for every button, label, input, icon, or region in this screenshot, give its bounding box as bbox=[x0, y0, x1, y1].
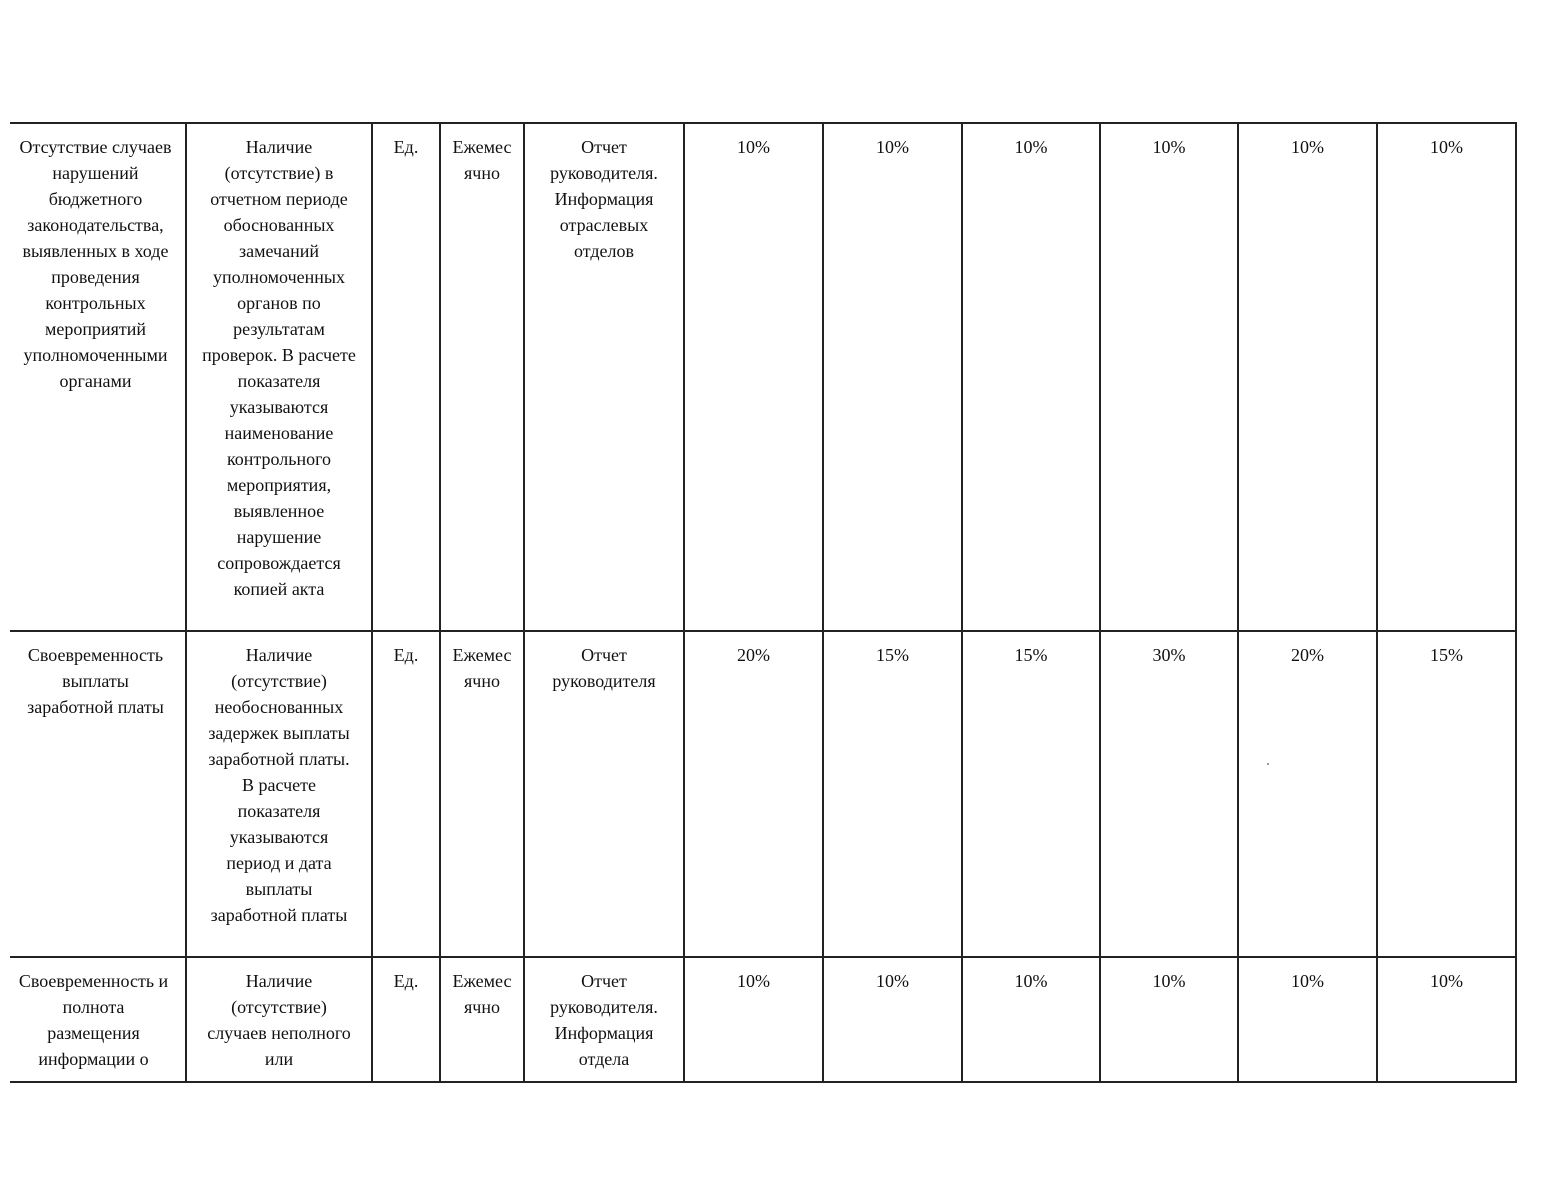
value-cell bbox=[684, 123, 823, 631]
description-cell bbox=[186, 123, 372, 631]
source-cell bbox=[524, 631, 684, 957]
value-cell bbox=[1100, 123, 1238, 631]
frequency: Ежемес ячно bbox=[452, 645, 512, 691]
value-cell bbox=[1100, 631, 1238, 957]
value: 15% bbox=[1014, 645, 1048, 665]
value: 10% bbox=[1152, 137, 1186, 157]
table-row bbox=[10, 631, 1516, 957]
value: 30% bbox=[1152, 645, 1186, 665]
value-cell bbox=[1377, 957, 1516, 1082]
scan-speck bbox=[1267, 763, 1269, 765]
source: Отчет руководителя. Информация отдела bbox=[550, 971, 658, 1069]
unit: Ед. bbox=[393, 137, 419, 157]
table-row bbox=[10, 123, 1516, 631]
value: 15% bbox=[1430, 645, 1463, 665]
value: 15% bbox=[876, 645, 909, 665]
unit: Ед. bbox=[393, 645, 419, 665]
unit-cell bbox=[372, 631, 440, 957]
indicator-name-cell bbox=[10, 631, 186, 957]
value: 10% bbox=[737, 137, 770, 157]
frequency-cell bbox=[440, 957, 524, 1082]
indicator-description: Наличие (отсутствие) необоснованных задержек выплаты заработной платы. В расчете показателя указываются период и дата выплаты заработной платы bbox=[208, 645, 350, 925]
value: 10% bbox=[737, 971, 770, 991]
indicator-name-cell bbox=[10, 957, 186, 1082]
description-cell bbox=[186, 957, 372, 1082]
value-cell bbox=[962, 123, 1100, 631]
value: 10% bbox=[1430, 971, 1463, 991]
value: 10% bbox=[876, 971, 909, 991]
indicator-name-cell bbox=[10, 123, 186, 631]
value-cell bbox=[823, 123, 962, 631]
indicator-name: Своевременность и полнота размещения информации о bbox=[18, 971, 169, 1069]
value-cell bbox=[1377, 631, 1516, 957]
value-cell bbox=[962, 631, 1100, 957]
value-cell bbox=[1100, 957, 1238, 1082]
value: 10% bbox=[1014, 137, 1048, 157]
value-cell bbox=[823, 957, 962, 1082]
indicators-table bbox=[10, 122, 1517, 1083]
value: 10% bbox=[876, 137, 909, 157]
description-cell bbox=[186, 631, 372, 957]
source-cell bbox=[524, 123, 684, 631]
source: Отчет руководителя bbox=[552, 645, 656, 691]
frequency-cell bbox=[440, 123, 524, 631]
indicator-name: Отсутствие случаев нарушений бюджетного законодательства, выявленных в ходе проведения контрольных мероприятий уполномоченными органами bbox=[19, 137, 172, 391]
value: 10% bbox=[1152, 971, 1186, 991]
value: 10% bbox=[1430, 137, 1463, 157]
frequency-cell bbox=[440, 631, 524, 957]
unit-cell bbox=[372, 957, 440, 1082]
frequency: Ежемес ячно bbox=[452, 971, 512, 1017]
value-cell bbox=[1377, 123, 1516, 631]
value-cell bbox=[962, 957, 1100, 1082]
indicator-description: Наличие (отсутствие) в отчетном периоде обоснованных замечаний уполномоченных органов по результатам проверок. В расчете показателя указываются наименование контрольного мероприятия, выявленное нарушение сопровождается копией акта bbox=[202, 137, 356, 599]
value: 20% bbox=[1291, 645, 1324, 665]
value-cell bbox=[1238, 631, 1377, 957]
frequency: Ежемес ячно bbox=[452, 137, 512, 183]
value-cell bbox=[684, 631, 823, 957]
indicator-name: Своевременность выплаты заработной платы bbox=[27, 645, 164, 717]
unit: Ед. bbox=[393, 971, 419, 991]
value-cell bbox=[1238, 957, 1377, 1082]
indicator-description: Наличие (отсутствие) случаев неполного или bbox=[207, 971, 351, 1069]
value: 10% bbox=[1291, 971, 1324, 991]
value-cell bbox=[1238, 123, 1377, 631]
table-row bbox=[10, 957, 1516, 1082]
value-cell bbox=[684, 957, 823, 1082]
source-cell bbox=[524, 957, 684, 1082]
value: 10% bbox=[1291, 137, 1324, 157]
source: Отчет руководителя. Информация отраслевых отделов bbox=[550, 137, 658, 261]
unit-cell bbox=[372, 123, 440, 631]
value: 10% bbox=[1014, 971, 1048, 991]
value-cell bbox=[823, 631, 962, 957]
value: 20% bbox=[737, 645, 770, 665]
